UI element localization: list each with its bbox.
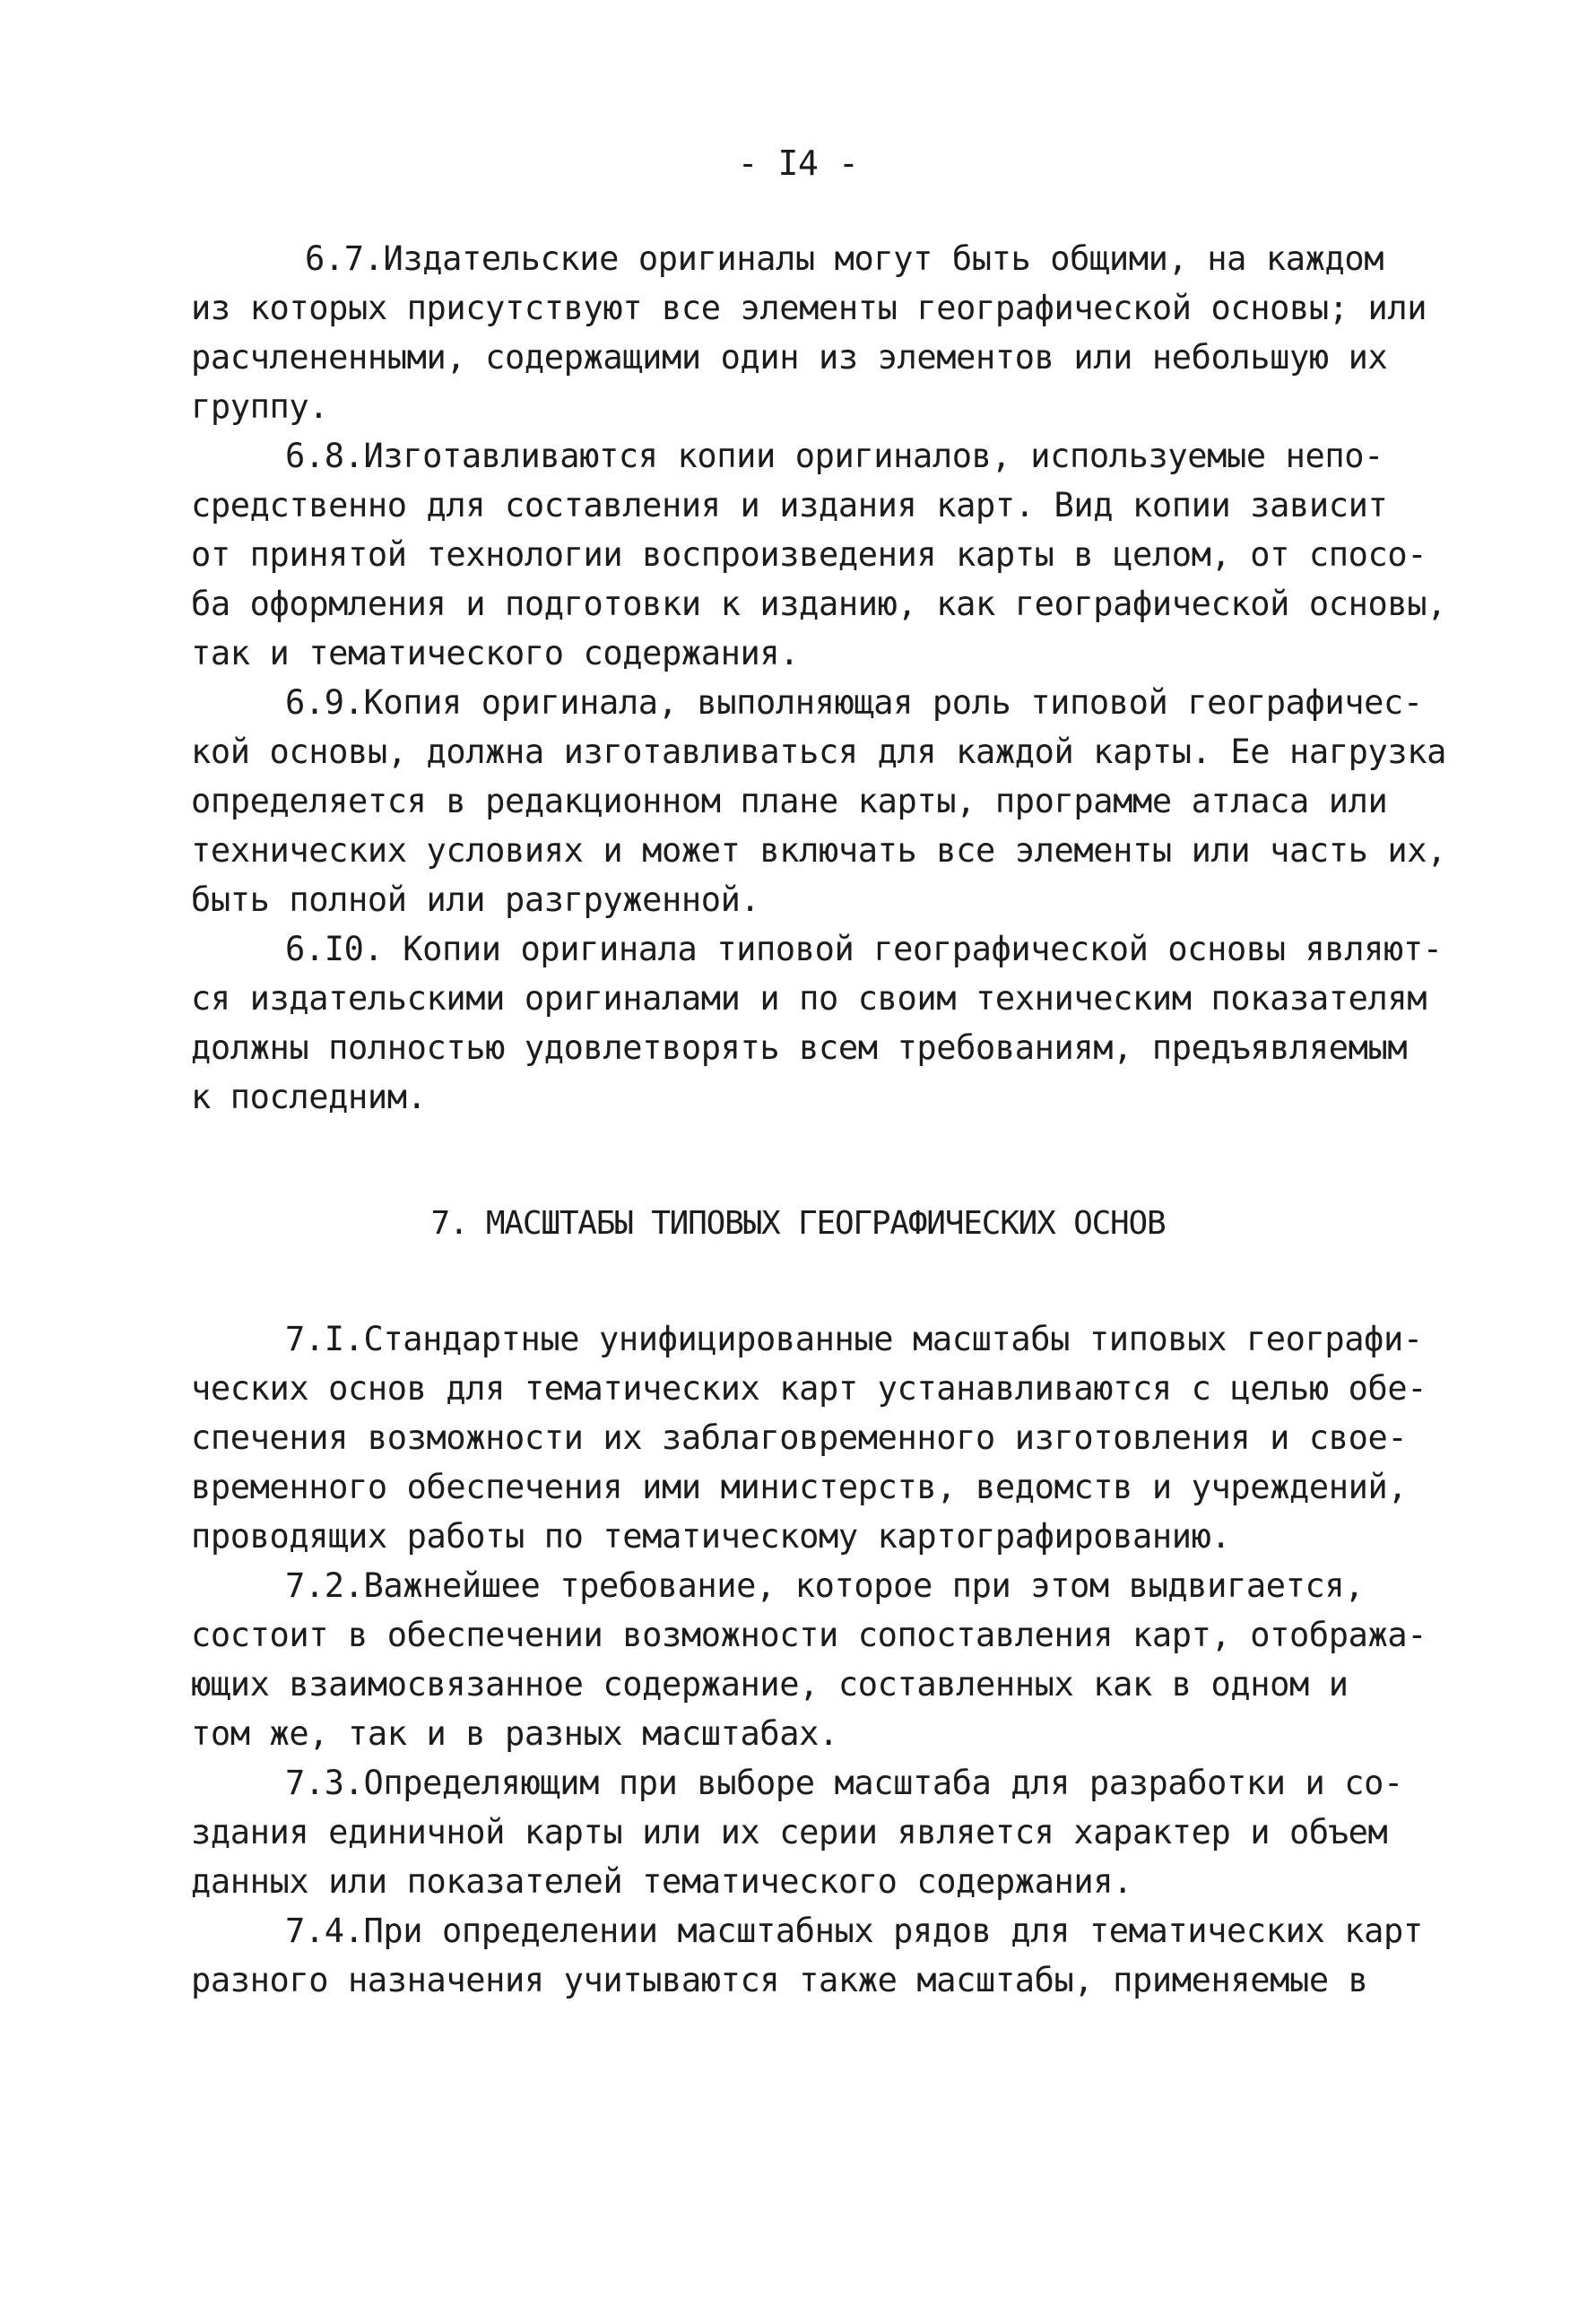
text-line: расчлененными, содержащими один из элементов или небольшую их: [191, 338, 1388, 377]
text-line: группу.: [191, 387, 329, 426]
section-heading: 7. МАСШТАБЫ ТИПОВЫХ ГЕОГРАФИЧЕСКИХ ОСНОВ: [430, 1205, 1166, 1242]
text-line: 6.I0. Копии оригинала типовой географической основы являют-: [285, 930, 1443, 968]
text-line: ющих взаимосвязанное содержание, составленных как в одном и: [191, 1665, 1349, 1704]
text-line: должны полностью удовлетворять всем требованиям, предъявляемым: [191, 1028, 1408, 1067]
text-line: определяется в редакционном плане карты, программе атласа или: [191, 782, 1388, 820]
text-line: к последним.: [191, 1078, 427, 1116]
text-line: спечения возможности их заблаговременного изготовления и свое-: [191, 1418, 1408, 1457]
text-line: том же, так и в разных масштабах.: [191, 1714, 838, 1753]
text-line: быть полной или разгруженной.: [191, 880, 760, 919]
text-line: так и тематического содержания.: [191, 634, 800, 672]
text-line: проводящих работы по тематическому картографированию.: [191, 1517, 1231, 1556]
text-line: технических условиях и может включать все элементы или часть их,: [191, 831, 1447, 870]
text-line: 7.2.Важнейшее требование, которое при этом выдвигается,: [285, 1566, 1365, 1605]
text-line: ческих основ для тематических карт устанавливаются с целью обе-: [191, 1369, 1427, 1408]
text-line: ся издательскими оригиналами и по своим техническим показателям: [191, 979, 1427, 1018]
page-number: - I4 -: [737, 143, 859, 183]
text-line: здания единичной карты или их серии является характер и объем: [191, 1813, 1388, 1851]
text-line: 7.4.При определении масштабных рядов для тематических карт: [285, 1912, 1423, 1950]
text-line: ба оформления и подготовки к изданию, как географической основы,: [191, 585, 1447, 623]
text-line: 7.3.Определяющим при выборе масштаба для разработки и со-: [285, 1764, 1403, 1802]
text-line: временного обеспечения ими министерств, ведомств и учреждений,: [191, 1468, 1408, 1506]
text-line: 6.7.Издательские оригиналы могут быть общими, на каждом: [305, 239, 1384, 278]
text-line: от принятой технологии воспроизведения карты в целом, от спосо-: [191, 535, 1427, 574]
text-line: средственно для составления и издания карт. Вид копии зависит: [191, 486, 1388, 525]
text-line: 6.9.Копия оригинала, выполняющая роль типовой географичес-: [285, 683, 1423, 722]
text-line: кой основы, должна изготавливаться для каждой карты. Ее нагрузка: [191, 733, 1447, 771]
text-line: данных или показателей тематического содержания.: [191, 1862, 1133, 1901]
text-line: из которых присутствуют все элементы географической основы; или: [191, 289, 1427, 327]
text-line: состоит в обеспечении возможности сопоставления карт, отобража-: [191, 1616, 1427, 1654]
text-line: 6.8.Изготавливаются копии оригиналов, используемые непо-: [285, 437, 1384, 475]
text-line: 7.I.Стандартные унифицированные масштабы типовых географи-: [285, 1320, 1423, 1358]
text-line: разного назначения учитываются также масштабы, применяемые в: [191, 1961, 1368, 1999]
